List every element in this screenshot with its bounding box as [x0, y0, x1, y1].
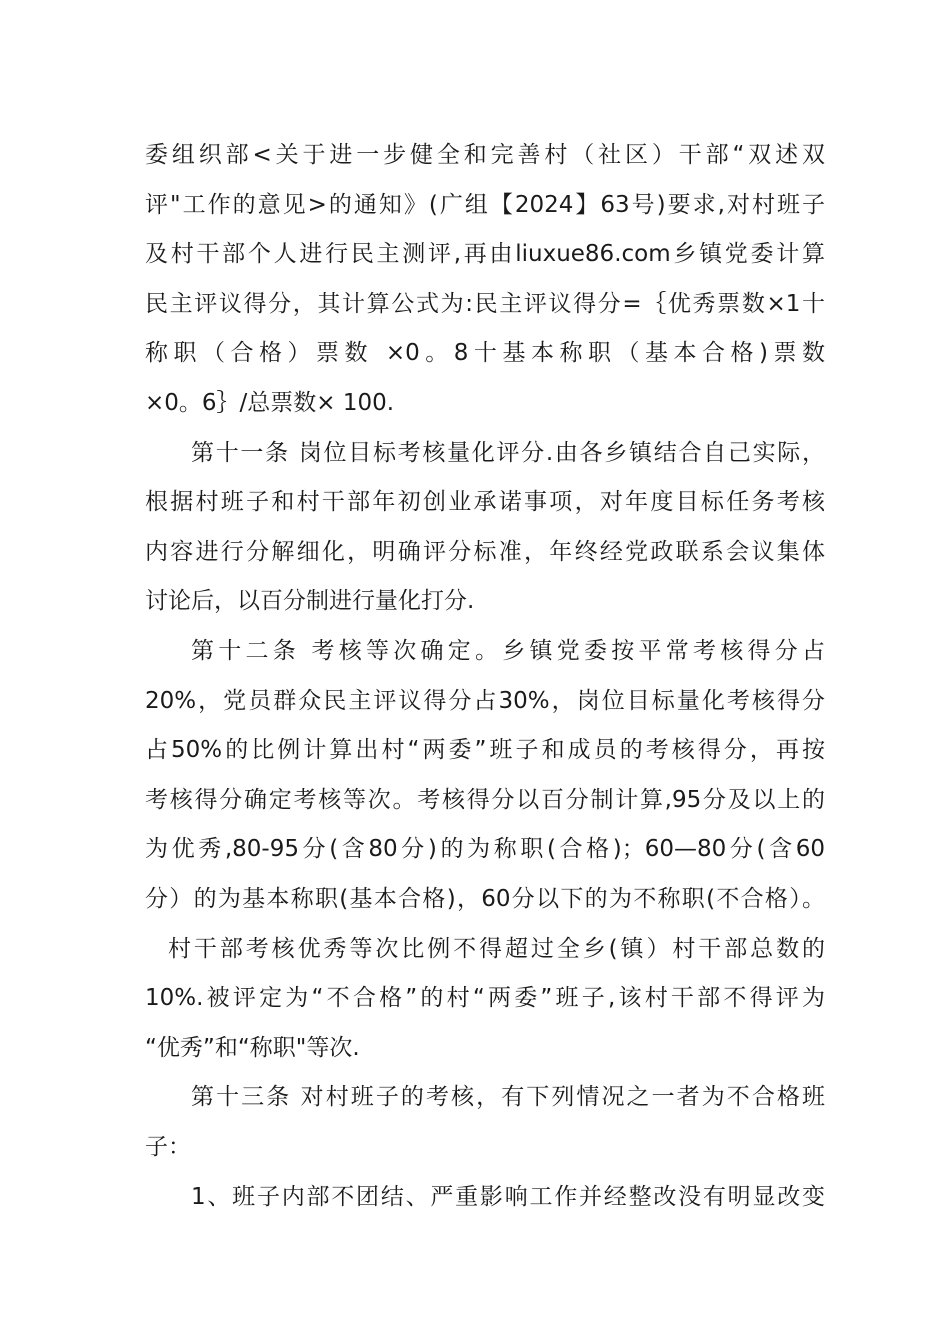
text-line: 讨论后，以百分制进行量化打分. — [145, 588, 475, 614]
text-line: 10%.被评定为“不合格”的村“两委”班子,该村干部不得评为 — [145, 985, 825, 1011]
text-line: 内容进行分解细化，明确评分标准，年终经党政联系会议集体 — [145, 539, 825, 565]
paragraph-start-line: 第十一条 岗位目标考核量化评分.由各乡镇结合自己实际， — [191, 440, 825, 466]
text-line: 考核得分确定考核等次。考核得分以百分制计算,95分及以上的 — [145, 787, 825, 813]
text-line: ×0。6｝/总票数× 100. — [145, 390, 395, 416]
text-line: 民主评议得分，其计算公式为:民主评议得分=｛优秀票数×1十 — [145, 291, 825, 317]
text-line: 占50%的比例计算出村“两委”班子和成员的考核得分，再按 — [145, 737, 825, 763]
text-line: 及村干部个人进行民主测评,再由liuxue86.com乡镇党委计算 — [145, 241, 825, 267]
text-line: 为优秀,80-95分(含80分)的为称职(合格)；60—80分(含60 — [145, 836, 825, 862]
text-line: 20%，党员群众民主评议得分占30%，岗位目标量化考核得分 — [145, 688, 825, 714]
text-line: 子： — [145, 1134, 191, 1160]
text-line: 分）的为基本称职(基本合格)，60分以下的为不称职(不合格）。 — [145, 886, 825, 912]
paragraph-start-line: 第十三条 对村班子的考核，有下列情况之一者为不合格班 — [191, 1084, 825, 1110]
text-line: 根据村班子和村干部年初创业承诺事项，对年度目标任务考核 — [145, 489, 825, 515]
paragraph-start-line: 第十二条 考核等次确定。乡镇党委按平常考核得分占 — [191, 638, 825, 664]
text-line: 称职（合格）票数 ×0。8十基本称职（基本合格)票数 — [145, 340, 825, 366]
text-line: 村干部考核优秀等次比例不得超过全乡(镇）村干部总数的 — [168, 936, 825, 962]
text-line: 委组织部<关于进一步健全和完善村（社区）干部“双述双 — [145, 142, 825, 168]
text-line: 评"工作的意见>的通知》(广组【2024】63号)要求,对村班子 — [145, 192, 825, 218]
text-line: “优秀”和“称职"等次. — [145, 1035, 360, 1061]
list-item-line: 1、班子内部不团结、严重影响工作并经整改没有明显改变 — [191, 1184, 825, 1210]
